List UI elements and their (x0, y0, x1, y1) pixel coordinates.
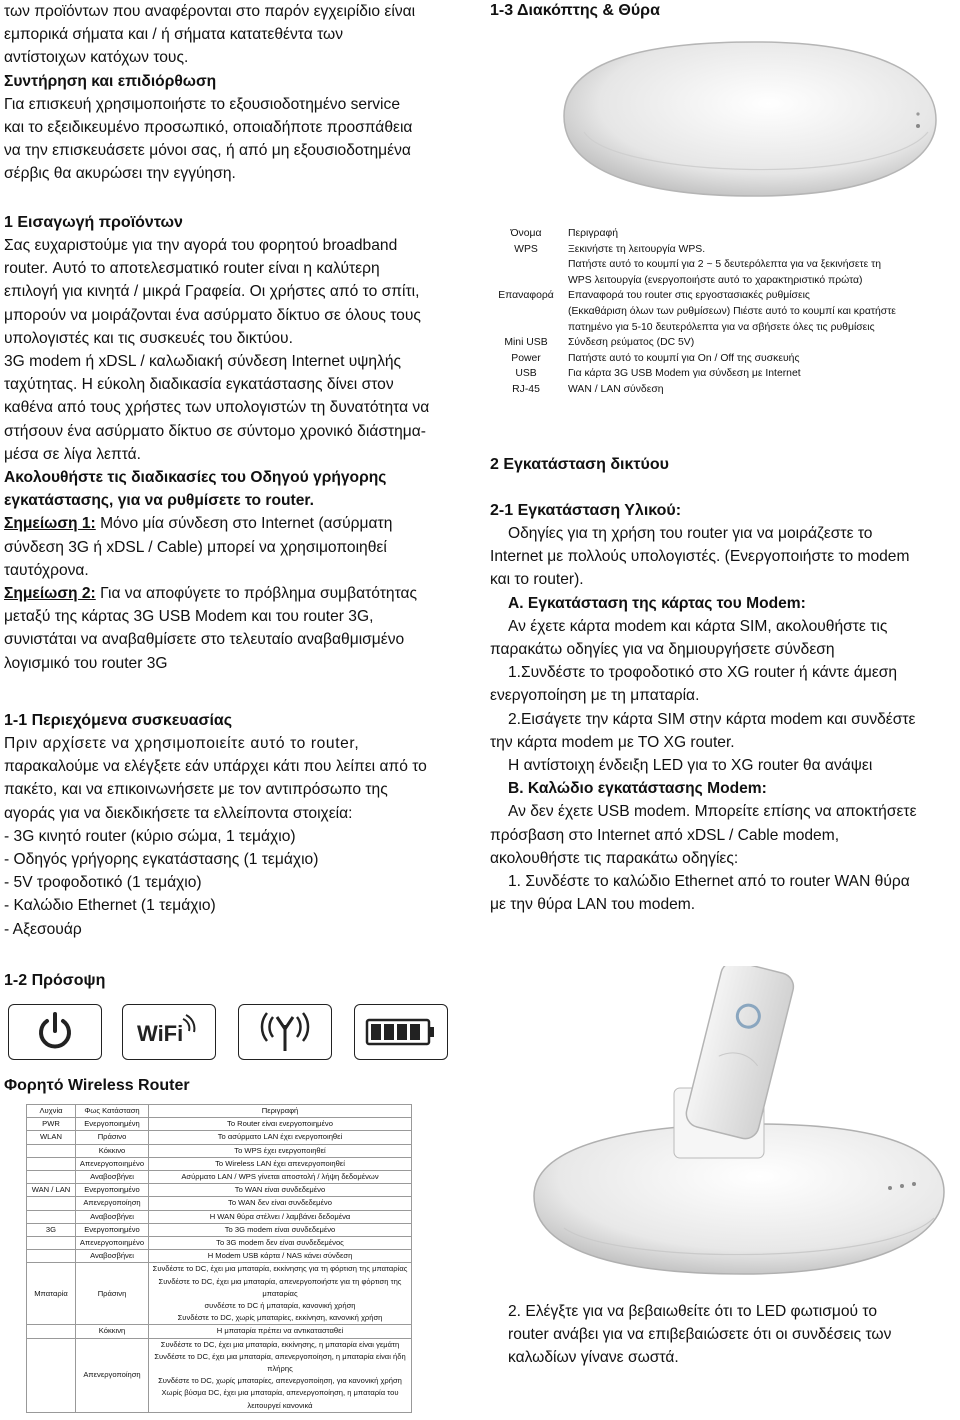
spec-description-cell: Σύνδεση ρεύματος (DC 5V) (568, 337, 695, 349)
intro-line: εμπορικά σήματα και / ή σήματα κατατεθέντα των (4, 26, 343, 44)
package-item: - Οδηγός γρήγορης εγκατάστασης (1 τεμάχιο) (4, 851, 319, 869)
led-state-cell: Απενεργοποίηση (76, 1338, 149, 1412)
modem-cable-line: πρόσβαση στο Internet από xDSL / Cable modem, (490, 826, 840, 844)
section-1-1-title: 1-1 Περιεχόμενα συσκευασίας (4, 712, 233, 729)
led-description-cell: Το WAN είναι συνδεδεμένο (149, 1184, 412, 1197)
section-1-line: επιλογή για κινητά / μικρά Γραφεία. Οι χρήστες από το σπίτι, (4, 283, 420, 301)
section-1-line: καθένα από τους χρήστες των υπολογιστών τη δυνατότητα να (4, 399, 430, 417)
led-lamp-cell: PWR (27, 1118, 76, 1131)
spec-table-row (488, 288, 954, 335)
led-table-row (27, 1325, 412, 1338)
section-1-line: router. Αυτό το αποτελεσματικό router είναι η καλύτερη (4, 260, 380, 278)
modem-cable-line: ακολουθήστε τις παρακάτω οδηγίες: (490, 849, 739, 867)
spec-name-cell: Mini USB (504, 337, 548, 349)
modem-card-line: Αν έχετε κάρτα modem και κάρτα SIM, ακολουθήστε τις (508, 617, 888, 635)
led-description-cell: Η μπαταρία πρέπει να αντικατασταθεί (149, 1325, 412, 1338)
antenna-signal-icon (239, 1005, 331, 1059)
spec-table-row (488, 382, 954, 398)
wifi-icon-box (122, 1004, 216, 1060)
led-table-row (27, 1118, 412, 1131)
led-table-row (27, 1223, 412, 1236)
modem-cable-line: 1. Συνδέστε το καλώδιο Ethernet από το router WAN θύρα (508, 873, 910, 891)
led-state-cell: Αναβοσβήνει (76, 1210, 149, 1223)
led-status-table (26, 1104, 412, 1413)
led-state-cell: Αναβοσβήνει (76, 1250, 149, 1263)
quickstart-note: Ακολουθήστε τις διαδικασίες του Οδηγού γρήγορης (4, 469, 387, 487)
led-state-cell: Κόκκινο (76, 1144, 149, 1157)
led-lamp-cell (27, 1171, 76, 1184)
maintenance-line: σέρβις θα ακυρώσει την εγγύηση. (4, 165, 236, 183)
note-1-line: σύνδεση 3G ή xDSL / Cable) μπορεί να χρησιμοποιηθεί (4, 538, 387, 556)
section-1-line: στήσουν ένα ασύρματο δίκτυο σε σύντομο χρονικό διάστημα- (4, 422, 426, 440)
intro-paragraph (4, 0, 472, 186)
note-1 (4, 512, 466, 535)
led-check-line: καλωδίων γίνανε σωστά. (508, 1349, 679, 1367)
modem-card-line: παρακάτω οδηγίες για να δημιουργήσετε σύνδεση (490, 641, 835, 659)
section-1-line: μπορούν να μοιράζονται ένα ασύρματο δίκτυο σε όλους τους (4, 306, 421, 324)
led-lamp-cell: WAN / LAN (27, 1184, 76, 1197)
spec-table-row (488, 242, 954, 289)
led-lamp-cell (27, 1325, 76, 1338)
note-2 (4, 582, 466, 605)
spec-name-cell: WPS (514, 243, 538, 255)
led-lamp-cell (27, 1157, 76, 1170)
led-state-cell: Αναβοσβήνει (76, 1171, 149, 1184)
led-lamp-cell: 3G (27, 1223, 76, 1236)
modem-cable-line: Αν δεν έχετε USB modem. Μπορείτε επίσης να αποκτήσετε (508, 803, 917, 821)
led-table-row (27, 1210, 412, 1223)
spec-description-cell: Επαναφορά του router στις εργοστασιακές ρυθμίσεις (Εκκαθάριση όλων των ρυθμίσεων) Πιέστε αυτό το κουμπί και κρατήστε πατημένο για 5-10 δευτερόλεπτα για να σβήσετε όλες τις ρυθμίσεις (568, 290, 896, 333)
spec-name-cell: Power (511, 352, 541, 364)
section-1-2-title: 1-2 Πρόσοψη (4, 972, 106, 989)
led-description-cell: Συνδέστε το DC, έχει μια μπαταρία, εκκίνησης, η μπαταρία είναι γεμάτη Συνδέστε το DC, έχει μια μπαταρία, απενεργοποίηση, η μπαταρία είναι ήδη πλήρης Συνδέστε το DC, χωρίς μπαταρίες, απενεργοποίηση, για κανονική χρήση Χωρίς βύσμα DC, έχει μια μπαταρία, απενεργοποίηση, η μπαταρία του λειτουργεί κανονικά (149, 1338, 412, 1412)
spec-name-cell: RJ-45 (512, 383, 540, 395)
modem-card-line: 1.Συνδέστε το τροφοδοτικό στο XG router ή κάντε άμεση (508, 664, 898, 682)
section-1-line: μέσα σε λίγα λεπτά. (4, 445, 142, 463)
led-state-cell: Ενεργοποιημένο (76, 1223, 149, 1236)
led-table-row (27, 1171, 412, 1184)
led-state-cell: Πράσινο (76, 1131, 149, 1144)
led-description-cell: Το Router είναι ενεργοποιημένο (149, 1118, 412, 1131)
spec-header-row (488, 226, 954, 242)
package-line: πακέτο, και να επικοινωνήσετε με τον αντιπρόσωπο της (4, 781, 388, 799)
led-lamp-cell (27, 1237, 76, 1250)
switch-port-table (488, 226, 954, 398)
led-state-cell: Απενεργοποιημένο (76, 1237, 149, 1250)
spec-table-row (488, 351, 954, 367)
led-table-row (27, 1263, 412, 1325)
led-state-cell: Ενεργοποιημένη (76, 1118, 149, 1131)
led-lamp-cell (27, 1210, 76, 1223)
intro-line: των προϊόντων που αναφέρονται στο παρόν εγχειρίδιο είναι (4, 3, 416, 20)
led-state-cell: Απενεργοποίηση (76, 1197, 149, 1210)
modem-card-title: Α. Εγκατάσταση της κάρτας του Modem: (508, 594, 806, 612)
led-table-row (27, 1184, 412, 1197)
package-line: παρακαλούμε να ελέγξετε εάν υπάρχει κάτι που λείπει από το (4, 758, 427, 776)
led-check-line: 2. Ελέγξτε για να βεβαιωθείτε ότι το LED φωτισμού το (508, 1303, 878, 1320)
section-2-title: 2 Εγκατάσταση δικτύου (490, 456, 669, 473)
package-item: - Αξεσουάρ (4, 920, 82, 938)
spec-description-cell: Ξεκινήστε τη λειτουργία WPS. Πατήστε αυτό το κουμπί για 2 ~ 5 δευτερόλεπτα για να ξεκινήσετε τη WPS λειτουργία (ενεργοποιήστε αυτό το χαρακτηριστικό πρώτα) (568, 243, 882, 286)
modem-card-line: ενεργοποίηση με τη μπαταρία. (490, 687, 700, 705)
power-icon (9, 1005, 101, 1059)
portable-router-title: Φορητό Wireless Router (4, 1077, 190, 1094)
led-table-row (27, 1237, 412, 1250)
note-1-text: Μόνο μία σύνδεση στο Internet (ασύρματη (95, 515, 393, 533)
note-2-line: μεταξύ της κάρτας 3G USB Modem και του router 3G, (4, 608, 374, 626)
spec-table-row (488, 335, 954, 351)
led-lamp-cell (27, 1338, 76, 1412)
hardware-install-section (490, 500, 952, 916)
section-1-line: υπολογιστές και τις συσκευές του δικτύου. (4, 329, 293, 347)
package-line: αγοράς για να διεκδικήσετε τα ελλείποντα στοιχεία: (4, 804, 353, 822)
package-line: Πριν αρχίσετε να χρησιμοποιείτε αυτό το router, (4, 735, 360, 752)
led-state-cell: Απενεργοποιημένο (76, 1157, 149, 1170)
led-description-cell: Η WAN θύρα στέλνει / λαμβάνει δεδομένα (149, 1210, 412, 1223)
led-table-row (27, 1250, 412, 1263)
led-description-cell: Συνδέστε το DC, έχει μια μπαταρία, εκκίνησης για τη φόρτιση της μπαταρίας Συνδέστε το DC, έχει μια μπαταρία, απενεργοποιήστε για τη φόρτιση της μπαταρίας συνδέστε το DC ή μπαταρία, κανονική χρήση Συνδέστε το DC, χωρίς μπαταρίες, εκκίνηση, κανονική χρήση (149, 1263, 412, 1325)
intro-line: αντίστοιχων κατόχων τους. (4, 49, 189, 67)
note-1-line: ταυτόχρονα. (4, 561, 89, 579)
spec-header-description: Περιγραφή (568, 228, 618, 239)
led-lamp-cell (27, 1250, 76, 1263)
led-table-row (27, 1338, 412, 1412)
note-2-text: Για να αποφύγετε το πρόβλημα συμβατότητας (95, 585, 418, 603)
router-with-usb-modem-image (524, 966, 954, 1284)
note-1-label: Σημείωση 1: (4, 515, 96, 533)
spec-description-cell: Για κάρτα 3G USB Modem για σύνδεση με Internet (568, 368, 801, 380)
modem-card-line: 2.Εισάγετε την κάρτα SIM στην κάρτα modem και συνδέστε (508, 710, 916, 728)
package-item: - 5V τροφοδοτικό (1 τεμάχιο) (4, 874, 202, 892)
led-header-lamp: Λυχνία (27, 1105, 76, 1118)
led-table-row (27, 1157, 412, 1170)
led-header-state: Φως Κατάσταση (76, 1105, 149, 1118)
led-check-paragraph (508, 1300, 954, 1370)
led-description-cell: Το Wireless LAN έχει απενεργοποιηθεί (149, 1157, 412, 1170)
led-table-row (27, 1144, 412, 1157)
battery-icon-box (354, 1004, 448, 1060)
section-1-line: ταχύτητας. Η εύκολη διαδικασία εγκατάστασης δίνει στον (4, 376, 394, 394)
led-description-cell: Το WAN δεν είναι συνδεδεμένο (149, 1197, 412, 1210)
quickstart-note: εγκατάστασης, για να ρυθμίσετε το router. (4, 492, 314, 510)
package-item: - Καλώδιο Ethernet (1 τεμάχιο) (4, 897, 216, 915)
package-section (4, 710, 466, 941)
section-1-3-title: 1-3 Διακόπτης & Θύρα (490, 2, 660, 19)
led-description-cell: Η Modem USB κάρτα / NAS κάνει σύνδεση (149, 1250, 412, 1263)
spec-description-cell: Πατήστε αυτό το κουμπί για On / Off της συσκευής (568, 352, 800, 364)
spec-name-cell: Επαναφορά (498, 290, 554, 302)
led-lamp-cell: Μπαταρία (27, 1263, 76, 1325)
maintenance-line: Για επισκευή χρησιμοποιήστε το εξουσιοδοτημένο service (4, 95, 400, 113)
section-1-title: 1 Εισαγωγή προϊόντων (4, 214, 183, 231)
intro-section (4, 212, 466, 675)
router-top-image (544, 28, 948, 204)
signal-icon-box (238, 1004, 332, 1060)
modem-card-line: Η αντίστοιχη ένδειξη LED για το XG router θα ανάψει (508, 757, 873, 775)
wifi-label: WiFi (137, 1021, 184, 1046)
s21-line: Internet με πολλούς υπολογιστές. (Ενεργοποιήστε το modem (490, 548, 910, 566)
led-description-cell: Το 3G modem δεν είναι συνδεδεμένος (149, 1237, 412, 1250)
maintenance-line: να την επισκευάσετε μόνοι σας, ή από μη εξουσιοδοτημένα (4, 142, 411, 160)
note-2-line: συνιστάται να αναβαθμίσετε στο τελευταίο αναβαθμισμένο (4, 631, 405, 649)
led-state-cell: Πράσινη (76, 1263, 149, 1325)
led-description-cell: Ασύρματο LAN / WPS γίνεται αποστολή / λήψη δεδομένων (149, 1171, 412, 1184)
note-2-label: Σημείωση 2: (4, 585, 96, 603)
led-table-row (27, 1197, 412, 1210)
spec-description-cell: WAN / LAN σύνδεση (568, 383, 664, 395)
power-icon-box (8, 1004, 102, 1060)
modem-cable-line: με την θύρα LAN του modem. (490, 896, 696, 914)
maintenance-line: και το εξειδικευμένο προσωπικό, οποιαδήποτε προσπάθεια (4, 119, 413, 137)
led-description-cell: Το WPS έχει ενεργοποιηθεί (149, 1144, 412, 1157)
led-description-cell: Το 3G modem είναι συνδεδεμένο (149, 1223, 412, 1236)
package-item: - 3G κινητό router (κύριο σώμα, 1 τεμάχιο) (4, 827, 296, 845)
led-lamp-cell (27, 1197, 76, 1210)
led-header-description: Περιγραφή (149, 1105, 412, 1118)
section-1-line: Σας ευχαριστούμε για την αγορά του φορητού broadband (4, 237, 398, 254)
led-state-cell: Κόκκινη (76, 1325, 149, 1338)
modem-card-line: την κάρτα modem με ΤΟ XG router. (490, 733, 735, 751)
battery-icon (355, 1005, 447, 1059)
spec-header-name: Όνομα (510, 228, 542, 239)
led-lamp-cell (27, 1144, 76, 1157)
led-description-cell: Το ασύρματο LAN έχει ενεργοποιηθεί (149, 1131, 412, 1144)
maintenance-title: Συντήρηση και επιδιόρθωση (4, 72, 217, 90)
spec-table-row (488, 366, 954, 382)
note-2-line: λογισμικό του router 3G (4, 654, 168, 672)
modem-cable-title: Β. Καλώδιο εγκατάστασης Modem: (508, 780, 767, 798)
s21-line: Οδηγίες για τη χρήση του router για να μοιράζεστε το (508, 525, 873, 542)
led-lamp-cell: WLAN (27, 1131, 76, 1144)
led-table-header-row (27, 1105, 412, 1118)
section-1-line: 3G modem ή xDSL / καλωδιακή σύνδεση Internet υψηλής (4, 353, 402, 371)
led-state-cell: Ενεργοποιημένο (76, 1184, 149, 1197)
led-table-row (27, 1131, 412, 1144)
s21-line: και το router). (490, 571, 584, 589)
section-2-1-title: 2-1 Εγκατάσταση Υλικού: (490, 502, 682, 519)
spec-name-cell: USB (515, 368, 537, 380)
led-check-line: router ανάβει για να επιβεβαιώσετε ότι οι συνδέσεις των (508, 1326, 892, 1344)
